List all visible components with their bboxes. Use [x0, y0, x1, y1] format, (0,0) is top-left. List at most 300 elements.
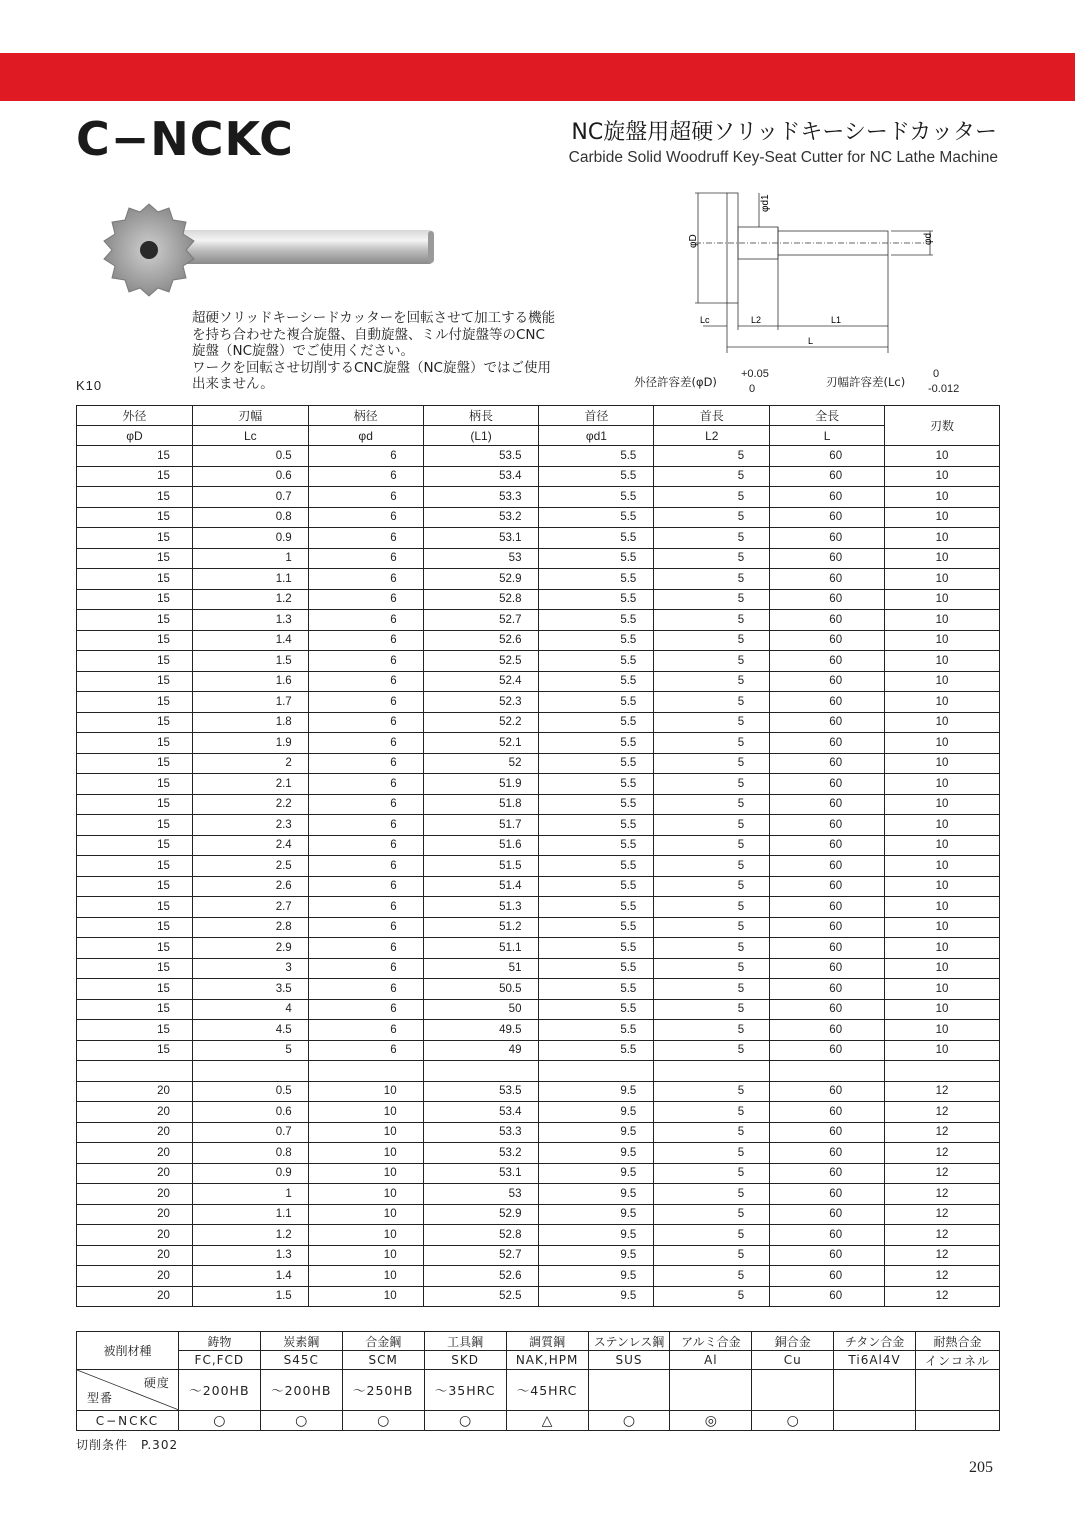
table-cell: 10 [885, 815, 1000, 836]
label-d: φd [923, 232, 934, 245]
width-tolerance-label: 刃幅許容差(Lc) [826, 375, 906, 389]
table-cell: 10 [885, 692, 1000, 713]
table-cell: 5 [654, 1184, 770, 1205]
material-grade: FC,FCD [178, 1351, 260, 1370]
table-cell: 6 [308, 835, 423, 856]
table-cell: 10 [885, 917, 1000, 938]
table-cell: 1.1 [192, 569, 308, 590]
table-cell: 1.9 [192, 733, 308, 754]
table-cell: 10 [885, 1020, 1000, 1041]
table-cell: 60 [770, 999, 885, 1020]
table-row [77, 774, 1000, 795]
table-cell: 5.5 [539, 651, 654, 672]
table-cell: 12 [885, 1102, 1000, 1123]
header-red-bar [0, 53, 1075, 101]
table-cell: 52.5 [423, 1286, 539, 1307]
table-cell: 15 [77, 938, 193, 959]
table-cell: 10 [308, 1225, 423, 1246]
spec-header-row-jp [77, 406, 1000, 426]
table-cell: 5.5 [539, 712, 654, 733]
material-grade: SUS [588, 1351, 670, 1370]
label-Lc: Lc [700, 315, 710, 325]
table-cell: 10 [885, 548, 1000, 569]
table-cell: 1.2 [192, 1225, 308, 1246]
table-cell: 2.7 [192, 897, 308, 918]
table-cell: 6 [308, 979, 423, 1000]
dimension-diagram [675, 185, 945, 355]
table-cell [423, 1061, 539, 1082]
table-cell: 6 [308, 712, 423, 733]
table-cell: 12 [885, 1245, 1000, 1266]
hardness-value: ～200HB [178, 1370, 260, 1411]
table-cell: 5 [654, 958, 770, 979]
table-cell: 15 [77, 630, 193, 651]
table-cell: 60 [770, 815, 885, 836]
table-cell: 53.5 [423, 1081, 539, 1102]
table-cell: 10 [885, 569, 1000, 590]
table-cell: 10 [308, 1266, 423, 1287]
table-cell: 15 [77, 815, 193, 836]
table-cell: 5.5 [539, 733, 654, 754]
table-cell: 51 [423, 958, 539, 979]
material-grade: S45C [260, 1351, 342, 1370]
table-cell: 10 [885, 999, 1000, 1020]
table-cell: 10 [885, 753, 1000, 774]
col-header: 刃幅 [192, 406, 308, 426]
hardness-value [588, 1370, 670, 1411]
table-row [77, 1040, 1000, 1061]
table-cell: 4.5 [192, 1020, 308, 1041]
table-cell: 15 [77, 999, 193, 1020]
col-symbol: Lc [192, 426, 308, 446]
table-cell: 5 [654, 1225, 770, 1246]
table-cell: 10 [885, 856, 1000, 877]
product-code: C−NCKC [76, 112, 294, 166]
table-row [77, 1163, 1000, 1184]
suitability-mark: ○ [424, 1411, 506, 1431]
table-row [77, 876, 1000, 897]
table-cell: 6 [308, 999, 423, 1020]
table-cell: 53.1 [423, 1163, 539, 1184]
table-row [77, 712, 1000, 733]
table-cell: 5 [654, 446, 770, 467]
material-name: 合金鋼 [342, 1332, 424, 1351]
col-symbol: φd1 [539, 426, 654, 446]
col-header: 柄長 [423, 406, 539, 426]
table-cell: 12 [885, 1286, 1000, 1307]
table-cell: 10 [308, 1143, 423, 1164]
table-cell: 10 [308, 1081, 423, 1102]
table-cell: 5 [654, 1245, 770, 1266]
table-cell: 5.5 [539, 897, 654, 918]
table-row [77, 487, 1000, 508]
table-cell: 5.5 [539, 753, 654, 774]
table-cell: 0.8 [192, 1143, 308, 1164]
table-cell: 6 [308, 794, 423, 815]
table-cell: 51.7 [423, 815, 539, 836]
table-cell: 5 [654, 1020, 770, 1041]
table-cell: 53.2 [423, 507, 539, 528]
material-name-row [77, 1332, 1000, 1351]
description-line: ワークを回転させ切削するCNC旋盤（NC旋盤）ではご使用 [192, 359, 551, 376]
table-cell: 15 [77, 528, 193, 549]
table-cell: 20 [77, 1122, 193, 1143]
table-cell: 60 [770, 876, 885, 897]
description-line: 出来ません。 [192, 376, 274, 392]
table-cell: 10 [885, 651, 1000, 672]
table-cell: 20 [77, 1245, 193, 1266]
table-cell [654, 1061, 770, 1082]
table-cell: 12 [885, 1184, 1000, 1205]
table-cell: 60 [770, 589, 885, 610]
col-header: 刃数 [885, 406, 1000, 446]
table-cell: 2.5 [192, 856, 308, 877]
table-row [77, 753, 1000, 774]
table-cell: 6 [308, 958, 423, 979]
material-grade: Cu [752, 1351, 834, 1370]
hardness-value [670, 1370, 752, 1411]
table-cell: 5.5 [539, 1020, 654, 1041]
table-cell: 5 [192, 1040, 308, 1061]
table-cell: 5 [654, 712, 770, 733]
table-cell: 5.5 [539, 671, 654, 692]
table-cell: 53.5 [423, 446, 539, 467]
width-tolerance-value [928, 367, 959, 397]
suitability-row [77, 1411, 1000, 1431]
table-cell: 5 [654, 1102, 770, 1123]
table-cell: 9.5 [539, 1163, 654, 1184]
table-cell: 15 [77, 507, 193, 528]
hardness-value [834, 1370, 916, 1411]
table-cell: 53.3 [423, 1122, 539, 1143]
table-cell: 6 [308, 774, 423, 795]
material-name: チタン合金 [834, 1332, 916, 1351]
material-grade: Al [670, 1351, 752, 1370]
material-grade: K10 [76, 378, 103, 393]
table-cell: 6 [308, 938, 423, 959]
material-grade: NAK,HPM [506, 1351, 588, 1370]
table-cell: 10 [885, 487, 1000, 508]
col-header: 外径 [77, 406, 193, 426]
table-row [77, 569, 1000, 590]
table-cell: 10 [308, 1163, 423, 1184]
cutting-conditions-note: 切削条件 P.302 [76, 1438, 179, 1452]
table-cell: 5 [654, 1163, 770, 1184]
material-grade: SCM [342, 1351, 424, 1370]
table-cell: 5 [654, 733, 770, 754]
col-header: 首長 [654, 406, 770, 426]
table-cell: 5 [654, 979, 770, 1000]
table-cell: 9.5 [539, 1102, 654, 1123]
table-cell: 60 [770, 1266, 885, 1287]
table-cell: 52.9 [423, 1204, 539, 1225]
model-code: C−NCKC [77, 1411, 179, 1431]
table-cell: 5 [654, 466, 770, 487]
table-cell: 15 [77, 446, 193, 467]
spec-header-row-sym [77, 426, 1000, 446]
table-cell: 2.1 [192, 774, 308, 795]
table-cell: 51.8 [423, 794, 539, 815]
suitability-mark: ○ [178, 1411, 260, 1431]
description-line: 旋盤（NC旋盤）でご使用ください。 [192, 343, 415, 359]
table-cell: 5 [654, 487, 770, 508]
material-name: 耐熱合金 [916, 1332, 1000, 1351]
table-cell: 6 [308, 487, 423, 508]
table-cell: 10 [308, 1122, 423, 1143]
spec-table [76, 405, 1000, 1307]
table-cell: 60 [770, 979, 885, 1000]
table-row [77, 1081, 1000, 1102]
table-row [77, 1122, 1000, 1143]
col-symbol: L [770, 426, 885, 446]
table-cell: 12 [885, 1225, 1000, 1246]
hardness-row [77, 1370, 1000, 1411]
table-cell: 10 [885, 794, 1000, 815]
cutter-image [103, 200, 443, 310]
table-cell: 60 [770, 1122, 885, 1143]
table-row [77, 589, 1000, 610]
table-cell: 9.5 [539, 1225, 654, 1246]
label-L1: L1 [831, 315, 842, 325]
table-cell: 5.5 [539, 589, 654, 610]
table-row [77, 1184, 1000, 1205]
material-name: ステンレス鋼 [588, 1332, 670, 1351]
table-cell: 5.5 [539, 815, 654, 836]
table-cell: 10 [308, 1184, 423, 1205]
table-cell: 60 [770, 712, 885, 733]
table-cell: 15 [77, 610, 193, 631]
table-cell: 6 [308, 446, 423, 467]
table-cell: 20 [77, 1163, 193, 1184]
table-cell: 15 [77, 712, 193, 733]
model-label: 型番 [87, 1391, 114, 1405]
table-cell: 5.5 [539, 507, 654, 528]
description-line: を持ち合わせた複合旋盤、自動旋盤、ミル付旋盤等のCNC [192, 326, 545, 343]
table-cell: 5.5 [539, 979, 654, 1000]
table-cell: 15 [77, 876, 193, 897]
hardness-value [916, 1370, 1000, 1411]
table-cell: 60 [770, 1286, 885, 1307]
table-cell: 15 [77, 774, 193, 795]
table-cell: 5 [654, 651, 770, 672]
product-title-en: Carbide Solid Woodruff Key-Seat Cutter for NC Lathe Machine [568, 149, 998, 166]
material-name: 鋳物 [178, 1332, 260, 1351]
table-cell: 6 [308, 1040, 423, 1061]
table-cell: 5 [654, 1143, 770, 1164]
table-cell: 10 [885, 733, 1000, 754]
table-cell: 10 [885, 1040, 1000, 1061]
table-cell: 10 [885, 774, 1000, 795]
product-title-jp: NC旋盤用超硬ソリッドキーシードカッター [571, 120, 997, 145]
table-cell: 9.5 [539, 1245, 654, 1266]
table-cell: 12 [885, 1143, 1000, 1164]
table-row [77, 1020, 1000, 1041]
hardness-model-label [77, 1370, 179, 1411]
material-label: 被削材種 [77, 1332, 179, 1370]
table-cell: 5 [654, 548, 770, 569]
table-cell: 10 [885, 610, 1000, 631]
table-cell: 60 [770, 1163, 885, 1184]
table-row [77, 1143, 1000, 1164]
label-D: φD [688, 234, 699, 248]
table-row [77, 1286, 1000, 1307]
table-cell: 15 [77, 897, 193, 918]
table-cell: 1.5 [192, 1286, 308, 1307]
table-cell: 5.5 [539, 938, 654, 959]
table-cell: 60 [770, 569, 885, 590]
table-row [77, 794, 1000, 815]
table-cell: 60 [770, 548, 885, 569]
table-cell: 5 [654, 610, 770, 631]
table-cell: 12 [885, 1266, 1000, 1287]
table-cell: 60 [770, 1225, 885, 1246]
hardness-value: ～200HB [260, 1370, 342, 1411]
table-cell: 6 [308, 651, 423, 672]
table-cell: 60 [770, 1204, 885, 1225]
table-cell: 52.5 [423, 651, 539, 672]
table-cell: 15 [77, 692, 193, 713]
table-cell: 15 [77, 753, 193, 774]
table-cell: 5 [654, 1266, 770, 1287]
table-cell: 20 [77, 1102, 193, 1123]
table-cell: 2.2 [192, 794, 308, 815]
table-row [77, 1061, 1000, 1082]
table-cell: 15 [77, 589, 193, 610]
table-cell: 5 [654, 1204, 770, 1225]
table-cell: 52.6 [423, 630, 539, 651]
table-cell: 5 [654, 794, 770, 815]
table-cell: 15 [77, 1020, 193, 1041]
table-cell: 10 [885, 466, 1000, 487]
table-cell: 0.5 [192, 1081, 308, 1102]
table-cell: 60 [770, 1143, 885, 1164]
table-row [77, 733, 1000, 754]
table-cell: 60 [770, 692, 885, 713]
table-cell: 5 [654, 1122, 770, 1143]
table-cell: 0.9 [192, 1163, 308, 1184]
table-cell: 53.2 [423, 1143, 539, 1164]
table-cell: 50 [423, 999, 539, 1020]
col-symbol: (L1) [423, 426, 539, 446]
table-cell: 6 [308, 1020, 423, 1041]
table-cell: 5.5 [539, 630, 654, 651]
table-cell: 1.3 [192, 610, 308, 631]
table-cell: 51.5 [423, 856, 539, 877]
table-cell: 9.5 [539, 1184, 654, 1205]
table-cell: 60 [770, 487, 885, 508]
table-cell: 20 [77, 1081, 193, 1102]
table-cell: 2.3 [192, 815, 308, 836]
table-cell: 9.5 [539, 1122, 654, 1143]
table-cell: 9.5 [539, 1081, 654, 1102]
table-row [77, 1245, 1000, 1266]
table-cell: 52.9 [423, 569, 539, 590]
table-cell: 5 [654, 528, 770, 549]
table-cell: 6 [308, 630, 423, 651]
table-cell: 10 [885, 446, 1000, 467]
table-cell: 15 [77, 466, 193, 487]
table-cell: 10 [308, 1204, 423, 1225]
table-cell: 5.5 [539, 917, 654, 938]
table-cell: 6 [308, 466, 423, 487]
table-cell: 5 [654, 1286, 770, 1307]
table-cell [885, 1061, 1000, 1082]
hardness-label: 硬度 [143, 1376, 170, 1390]
table-cell: 52.6 [423, 1266, 539, 1287]
table-cell: 1.1 [192, 1204, 308, 1225]
table-cell: 60 [770, 835, 885, 856]
table-cell: 5 [654, 630, 770, 651]
table-cell: 10 [885, 897, 1000, 918]
table-cell: 15 [77, 671, 193, 692]
table-row [77, 1102, 1000, 1123]
description [192, 310, 592, 393]
table-cell: 5 [654, 938, 770, 959]
table-cell: 10 [885, 712, 1000, 733]
label-d1: φd1 [760, 194, 771, 212]
table-cell: 5.5 [539, 610, 654, 631]
table-row [77, 446, 1000, 467]
table-cell: 5.5 [539, 958, 654, 979]
col-header: 柄径 [308, 406, 423, 426]
material-name: 調質鋼 [506, 1332, 588, 1351]
table-cell: 50.5 [423, 979, 539, 1000]
table-row [77, 979, 1000, 1000]
table-cell [192, 1061, 308, 1082]
table-cell: 20 [77, 1143, 193, 1164]
table-cell: 60 [770, 753, 885, 774]
table-cell: 20 [77, 1266, 193, 1287]
table-cell: 0.7 [192, 487, 308, 508]
table-cell: 5 [654, 999, 770, 1020]
table-cell: 60 [770, 917, 885, 938]
table-cell: 52.8 [423, 589, 539, 610]
table-cell: 12 [885, 1163, 1000, 1184]
table-cell: 0.5 [192, 446, 308, 467]
table-row [77, 958, 1000, 979]
table-cell: 2.9 [192, 938, 308, 959]
table-row [77, 610, 1000, 631]
table-cell: 15 [77, 958, 193, 979]
table-cell: 6 [308, 548, 423, 569]
table-cell [308, 1061, 423, 1082]
table-cell: 15 [77, 979, 193, 1000]
table-cell: 51.1 [423, 938, 539, 959]
table-cell: 5 [654, 671, 770, 692]
table-cell: 53 [423, 548, 539, 569]
table-cell: 60 [770, 610, 885, 631]
table-cell: 51.6 [423, 835, 539, 856]
od-tolerance-label: 外径許容差(φD) [634, 375, 717, 389]
hardness-value: ～35HRC [424, 1370, 506, 1411]
table-cell: 60 [770, 446, 885, 467]
table-cell: 10 [885, 835, 1000, 856]
col-header: 首径 [539, 406, 654, 426]
table-cell: 51.4 [423, 876, 539, 897]
table-cell [77, 1061, 193, 1082]
table-cell: 51.9 [423, 774, 539, 795]
table-cell: 52.7 [423, 1245, 539, 1266]
table-cell: 6 [308, 897, 423, 918]
table-cell: 6 [308, 917, 423, 938]
table-cell: 6 [308, 671, 423, 692]
width-tolerance-lower: -0.012 [928, 383, 960, 395]
suitability-mark: ○ [752, 1411, 834, 1431]
od-tolerance-upper: +0.05 [741, 368, 769, 380]
col-symbol: L2 [654, 426, 770, 446]
table-cell: 5.5 [539, 856, 654, 877]
table-row [77, 835, 1000, 856]
